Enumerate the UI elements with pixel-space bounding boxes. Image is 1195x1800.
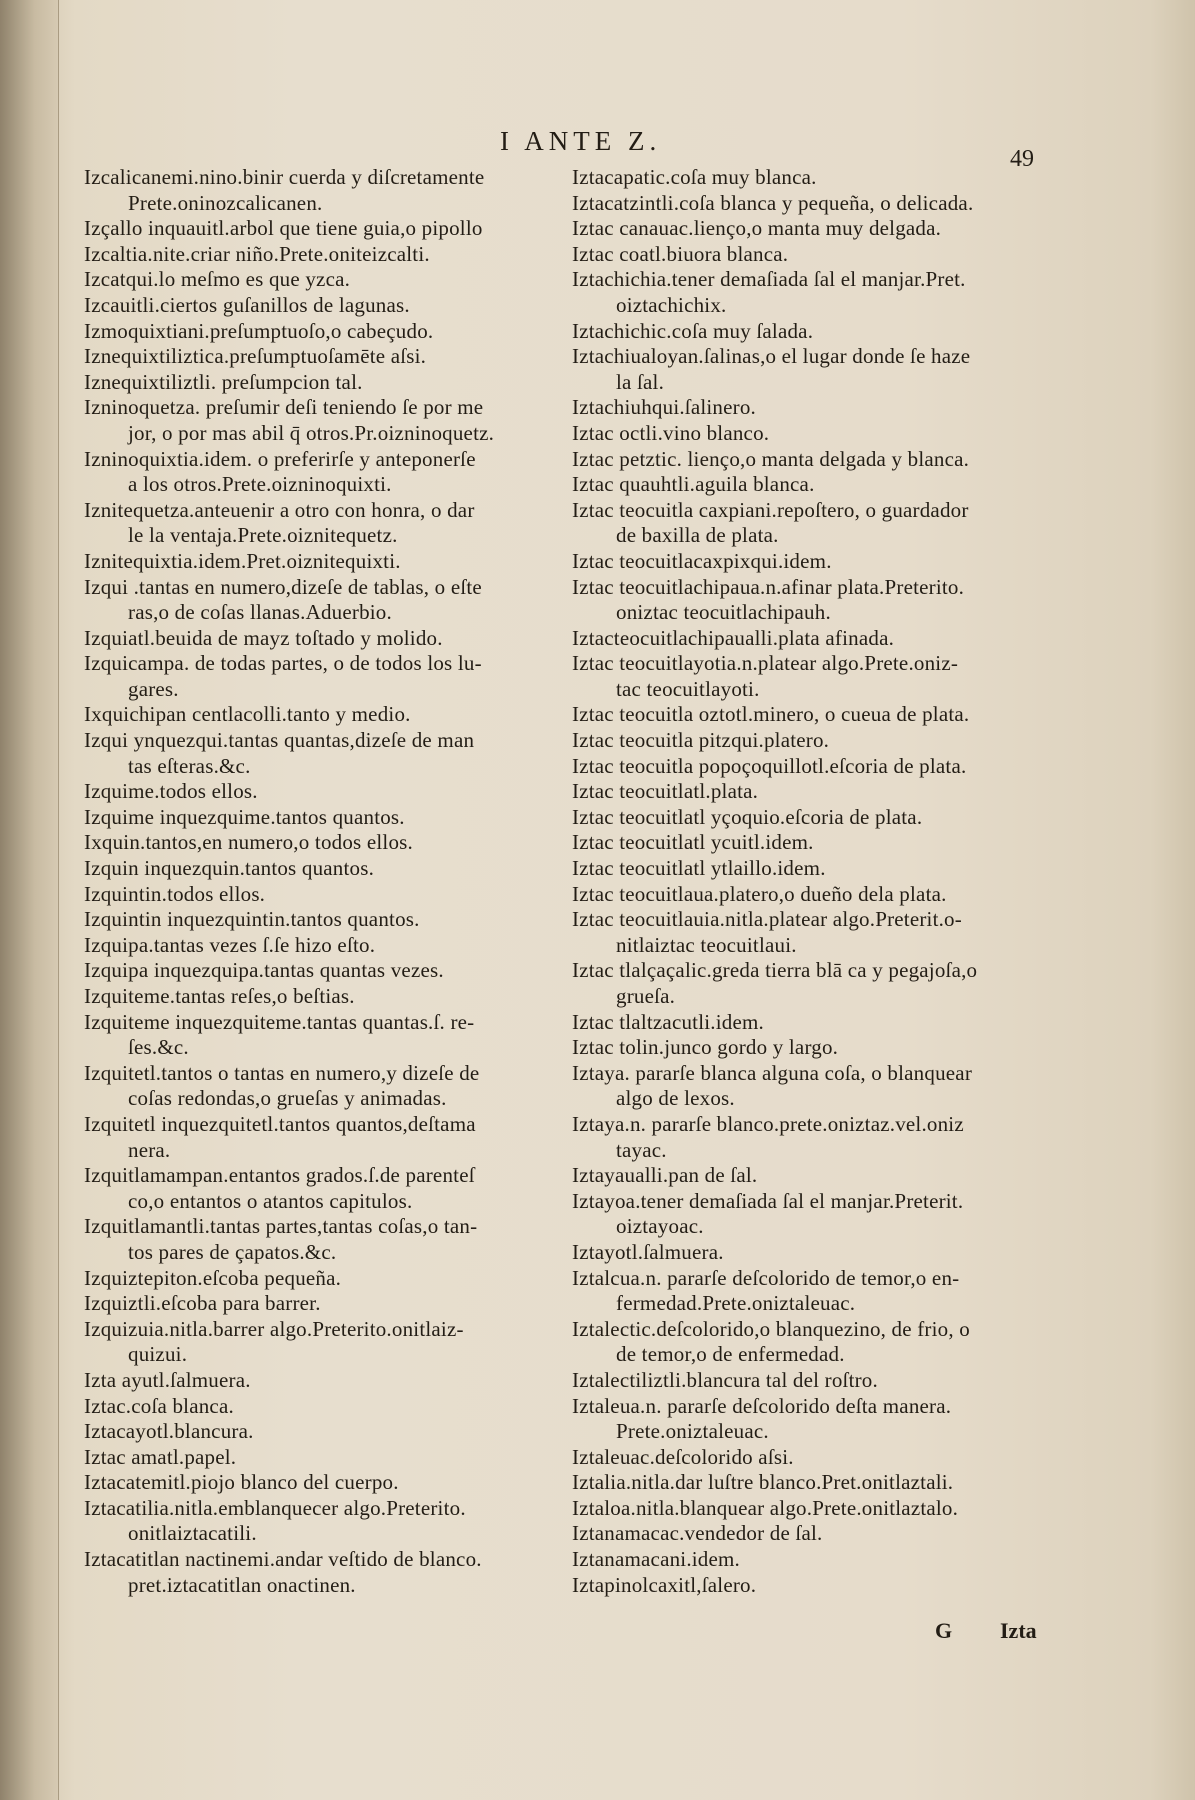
dictionary-entry — [572, 216, 1040, 242]
dictionary-entry — [572, 1470, 1040, 1496]
adjacent-page-edge — [0, 0, 59, 1800]
dictionary-entry — [572, 651, 1040, 702]
dictionary-entry — [84, 933, 562, 959]
dictionary-entry — [84, 242, 562, 268]
entry-headline: Iztaya.n. pararſe blanco.prete.oniztaz.vel.oniz — [572, 1111, 964, 1136]
entry-headline: Iztac teocuitlaua.platero,o dueño dela plata. — [572, 881, 947, 906]
entry-continuation: Prete.oninozcalicanen. — [128, 190, 323, 215]
entry-headline: Iztac canauac.lienço,o manta muy delgada. — [572, 216, 942, 241]
entry-headline: Iztayaualli.pan de ſal. — [572, 1163, 758, 1188]
dictionary-entry — [572, 447, 1040, 473]
entry-headline: Iztac tlaltzacutli.idem. — [572, 1009, 764, 1034]
entry-headline: Iztac tlalçaçalic.greda tierra blā ca y pegajoſa,o — [572, 958, 978, 983]
entry-headline: Izcatqui.lo meſmo es que yzca. — [84, 267, 351, 292]
dictionary-entry — [84, 1419, 562, 1445]
entry-continuation: quizui. — [128, 1342, 188, 1367]
dictionary-entry — [84, 779, 562, 805]
entry-headline: Izquicampa. de todas partes, o de todos los lu- — [84, 651, 482, 676]
dictionary-entry — [84, 651, 562, 702]
entry-headline: Iztacapatic.coſa muy blanca. — [572, 165, 817, 189]
entry-continuation: oiztachichix. — [616, 292, 727, 317]
dictionary-entry — [572, 1368, 1040, 1394]
dictionary-entry — [572, 395, 1040, 421]
entry-continuation: de baxilla de plata. — [616, 523, 779, 548]
dictionary-entry — [84, 1368, 562, 1394]
entry-continuation: gares. — [128, 676, 179, 701]
dictionary-entry — [84, 856, 562, 882]
dictionary-entry — [84, 1061, 562, 1112]
dictionary-entry — [572, 1573, 1040, 1599]
entry-headline: Iztacatitlan nactinemi.andar veſtido de blanco. — [84, 1547, 482, 1572]
entry-continuation: grueſa. — [616, 984, 676, 1008]
entry-headline: Izninoquetza. preſumir deſi teniendo ſe por me — [84, 395, 484, 420]
entry-continuation: co,o entantos o atantos capitulos. — [128, 1188, 413, 1213]
entry-headline: Iztac coatl.biuora blanca. — [572, 241, 789, 266]
dictionary-entry — [572, 1266, 1040, 1317]
dictionary-entry — [572, 191, 1040, 217]
entry-headline: Izquitetl.tantos o tantas en numero,y dizeſe de — [84, 1060, 480, 1085]
entry-headline: Iztac tolin.junco gordo y largo. — [572, 1035, 839, 1060]
entry-headline: Izquiztli.eſcoba para barrer. — [84, 1291, 321, 1316]
dictionary-entry — [572, 754, 1040, 780]
dictionary-entry — [572, 421, 1040, 447]
dictionary-entry — [572, 242, 1040, 268]
entry-headline: Iztacayotl.blancura. — [84, 1419, 254, 1444]
dictionary-entry — [84, 1266, 562, 1292]
entry-continuation: nitlaiztac teocuitlaui. — [616, 932, 797, 957]
entry-headline: Iztac teocuitla caxpiani.repoſtero, o guardador — [572, 497, 969, 522]
dictionary-entry — [572, 1496, 1040, 1522]
dictionary-entry — [84, 1496, 562, 1547]
entry-headline: Izquime inquezquime.tantos quantos. — [84, 804, 405, 829]
entry-headline: Izquipa inquezquipa.tantas quantas vezes. — [84, 958, 444, 983]
dictionary-entry — [572, 779, 1040, 805]
dictionary-entry — [572, 319, 1040, 345]
dictionary-entry — [572, 728, 1040, 754]
dictionary-entry — [84, 805, 562, 831]
dictionary-entry — [572, 472, 1040, 498]
dictionary-entry — [572, 1521, 1040, 1547]
entry-headline: Iztac teocuitlauia.nitla.platear algo.Preterit.o- — [572, 907, 962, 932]
entry-headline: Iztac octli.vino blanco. — [572, 420, 770, 445]
entry-headline: Izmoquixtiani.preſumptuoſo,o cabeçudo. — [84, 318, 434, 343]
entry-headline: Iztac quauhtli.aguila blanca. — [572, 472, 815, 497]
dictionary-entry — [84, 447, 562, 498]
entry-headline: Iztachichia.tener demaſiada ſal el manjar.Pret. — [572, 267, 966, 292]
dictionary-entry — [572, 907, 1040, 958]
dictionary-entry — [572, 1445, 1040, 1471]
entry-continuation: a los otros.Prete.oizninoquixti. — [128, 472, 392, 497]
entry-headline: Iztaleuac.deſcolorido aſsi. — [572, 1444, 794, 1469]
dictionary-entry — [84, 165, 562, 216]
entry-headline: Iztac amatl.papel. — [84, 1444, 237, 1469]
entry-headline: Iztachichic.coſa muy ſalada. — [572, 318, 814, 343]
dictionary-entry — [572, 1010, 1040, 1036]
entry-headline: Iznitequixtia.idem.Pret.oiznitequixti. — [84, 548, 401, 573]
dictionary-entry — [84, 1394, 562, 1420]
entry-headline: Iztachiualoyan.ſalinas,o el lugar donde ſe haze — [572, 344, 971, 369]
entry-headline: Iztacteocuitlachipaualli.plata afinada. — [572, 625, 895, 650]
entry-continuation: fermedad.Prete.oniztaleuac. — [616, 1291, 856, 1316]
entry-headline: Iztanamacac.vendedor de ſal. — [572, 1521, 823, 1546]
right-column — [572, 165, 1040, 1598]
entry-headline: Izcauitli.ciertos guſanillos de lagunas. — [84, 292, 410, 317]
entry-headline: Izquintin inquezquintin.tantos quantos. — [84, 907, 420, 932]
dictionary-entry — [572, 805, 1040, 831]
entry-headline: Iztaya. pararſe blanca alguna coſa, o blanquear — [572, 1060, 973, 1085]
entry-continuation: le la ventaja.Prete.oiznitequetz. — [128, 523, 398, 548]
dictionary-entry — [84, 498, 562, 549]
dictionary-entry — [84, 1010, 562, 1061]
entry-continuation: algo de lexos. — [616, 1086, 735, 1111]
dictionary-entry — [572, 1547, 1040, 1573]
entry-continuation: ſes.&c. — [128, 1035, 189, 1060]
entry-headline: Izquiatl.beuida de mayz toſtado y molido. — [84, 625, 443, 650]
dictionary-entry — [84, 1214, 562, 1265]
dictionary-entry — [572, 626, 1040, 652]
dictionary-entry — [572, 1112, 1040, 1163]
dictionary-entry — [572, 1035, 1040, 1061]
dictionary-entry — [572, 830, 1040, 856]
running-head: I ANTE Z. — [500, 126, 662, 156]
entry-continuation: de temor,o de enfermedad. — [616, 1342, 845, 1367]
entry-headline: Iztanamacani.idem. — [572, 1547, 741, 1572]
dictionary-entry — [84, 1163, 562, 1214]
entry-continuation: tayac. — [616, 1137, 667, 1162]
entry-headline: Izquime.todos ellos. — [84, 779, 258, 804]
dictionary-entry — [84, 907, 562, 933]
dictionary-entry — [572, 882, 1040, 908]
entry-headline: Izquintin.todos ellos. — [84, 881, 266, 906]
entry-headline: Izta ayutl.ſalmuera. — [84, 1367, 251, 1392]
entry-headline: Iztac teocuitlatl ytlaillo.idem. — [572, 856, 826, 881]
entry-headline: Izquitetl inquezquitetl.tantos quantos,deſtama — [84, 1111, 476, 1136]
entry-headline: Iztacatzintli.coſa blanca y pequeña, o delicada. — [572, 190, 974, 215]
entry-headline: Iztac teocuitlacaxpixqui.idem. — [572, 548, 832, 573]
entry-headline: Iznequixtiliztli. preſumpcion tal. — [84, 369, 363, 394]
entry-continuation: tac teocuitlayoti. — [616, 676, 760, 701]
dictionary-entry — [84, 1470, 562, 1496]
dictionary-entry — [572, 267, 1040, 318]
dictionary-entry — [84, 344, 562, 370]
entry-headline: Izçallo inquauitl.arbol que tiene guia,o pipollo — [84, 216, 483, 241]
dictionary-entry — [84, 319, 562, 345]
dictionary-entry — [84, 702, 562, 728]
entry-headline: Iztaloa.nitla.blanquear algo.Prete.onitlaztalo. — [572, 1495, 959, 1520]
entry-continuation: tas eſteras.&c. — [128, 753, 251, 778]
entry-continuation: oiztayoac. — [616, 1214, 704, 1239]
entry-headline: Ixquin.tantos,en numero,o todos ellos. — [84, 830, 413, 855]
entry-continuation: tos pares de çapatos.&c. — [128, 1239, 337, 1264]
entry-headline: Iztacatilia.nitla.emblanquecer algo.Preterito. — [84, 1495, 466, 1520]
page-number: 49 — [1010, 146, 1034, 172]
entry-continuation: nera. — [128, 1137, 171, 1162]
left-column — [84, 165, 562, 1598]
dictionary-entry — [84, 549, 562, 575]
dictionary-entry — [572, 575, 1040, 626]
entry-continuation: Prete.oniztaleuac. — [616, 1419, 769, 1444]
dictionary-entry — [572, 1061, 1040, 1112]
catchword: Izta — [1000, 1618, 1037, 1643]
entry-headline: Izquitlamampan.entantos grados.ſ.de parenteſ — [84, 1163, 475, 1188]
dictionary-entry — [572, 702, 1040, 728]
dictionary-entry — [572, 856, 1040, 882]
entry-headline: Iztayotl.ſalmuera. — [572, 1239, 724, 1264]
entry-headline: Iztalcua.n. pararſe deſcolorido de temor,o en- — [572, 1265, 960, 1290]
entry-headline: Iznitequetza.anteuenir a otro con honra, o dar — [84, 497, 475, 522]
entry-continuation: ras,o de coſas llanas.Aduerbio. — [128, 600, 392, 625]
entry-continuation: jor, o por mas abil q̄ otros.Pr.oizninoquetz. — [128, 420, 495, 445]
entry-headline: Iznequixtiliztica.preſumptuoſamēte aſsi. — [84, 344, 427, 369]
dictionary-entry — [84, 882, 562, 908]
entry-headline: Iztac teocuitla oztotl.minero, o cueua de plata. — [572, 702, 970, 727]
dictionary-entry — [84, 370, 562, 396]
entry-headline: Izquizuia.nitla.barrer algo.Preterito.onitlaiz- — [84, 1316, 464, 1341]
dictionary-entry — [572, 165, 1040, 191]
entry-headline: Ixquichipan centlacolli.tanto y medio. — [84, 702, 411, 727]
dictionary-entry — [572, 344, 1040, 395]
entry-headline: Iztac teocuitlayotia.n.platear algo.Prete.oniz- — [572, 651, 959, 676]
entry-continuation: oniztac teocuitlachipauh. — [616, 600, 831, 625]
dictionary-entry — [572, 498, 1040, 549]
dictionary-entry — [84, 216, 562, 242]
entry-headline: Iztac teocuitla popoçoquillotl.eſcoria de plata. — [572, 753, 967, 778]
dictionary-entry — [84, 1317, 562, 1368]
dictionary-entry — [84, 395, 562, 446]
dictionary-entry — [572, 1189, 1040, 1240]
dictionary-entry — [84, 575, 562, 626]
dictionary-entry — [572, 1317, 1040, 1368]
entry-headline: Izqui ynquezqui.tantas quantas,dizeſe de man — [84, 728, 475, 753]
entry-continuation: onitlaiztacatili. — [128, 1521, 257, 1546]
dictionary-entry — [84, 626, 562, 652]
signature-mark: G — [935, 1618, 953, 1643]
dictionary-entry — [84, 1112, 562, 1163]
entry-headline: Iztalia.nitla.dar luſtre blanco.Pret.onitlaztali. — [572, 1470, 954, 1495]
entry-headline: Izcaltia.nite.criar niño.Prete.oniteizcalti. — [84, 241, 430, 266]
entry-headline: Iztapinolcaxitl,ſalero. — [572, 1572, 757, 1597]
dictionary-entry — [84, 728, 562, 779]
entry-headline: Iztaleua.n. pararſe deſcolorido deſta manera. — [572, 1393, 952, 1418]
entry-headline: Izquin inquezquin.tantos quantos. — [84, 856, 375, 881]
entry-headline: Iztac petztic. lienço,o manta delgada y blanca. — [572, 446, 970, 471]
entry-headline: Iztac teocuitlatl yçoquio.eſcoria de plata. — [572, 804, 923, 829]
entry-headline: Iztayoa.tener demaſiada ſal el manjar.Preterit. — [572, 1188, 964, 1213]
entry-headline: Iztachiuhqui.ſalinero. — [572, 395, 756, 420]
entry-headline: Iztac.coſa blanca. — [84, 1393, 234, 1418]
entry-headline: Iztalectic.deſcolorido,o blanquezino, de frio, o — [572, 1316, 970, 1341]
entry-headline: Izqui .tantas en numero,dizeſe de tablas, o eſte — [84, 574, 482, 599]
dictionary-entry — [84, 1445, 562, 1471]
entry-headline: Izquiteme.tantas reſes,o beſtias. — [84, 984, 355, 1008]
dictionary-entry — [572, 1394, 1040, 1445]
dictionary-entry — [572, 549, 1040, 575]
entry-headline: Izcalicanemi.nino.binir cuerda y diſcretamente — [84, 165, 485, 189]
dictionary-entry — [84, 293, 562, 319]
entry-headline: Izquiteme inquezquiteme.tantas quantas.ſ. re- — [84, 1009, 475, 1034]
dictionary-entry — [84, 1291, 562, 1317]
entry-headline: Iztac teocuitlatl ycuitl.idem. — [572, 830, 814, 855]
dictionary-entry — [84, 1547, 562, 1598]
entry-headline: Izquitlamantli.tantas partes,tantas coſas,o tan- — [84, 1214, 478, 1239]
entry-headline: Iztac teocuitlatl.plata. — [572, 779, 759, 804]
entry-headline: Izquipa.tantas vezes ſ.ſe hizo eſto. — [84, 932, 376, 957]
entry-headline: Izquiztepiton.eſcoba pequeña. — [84, 1265, 342, 1290]
dictionary-entry — [572, 1163, 1040, 1189]
dictionary-entry — [572, 1240, 1040, 1266]
dictionary-entry — [84, 830, 562, 856]
dictionary-entry — [84, 984, 562, 1010]
entry-headline: Izninoquixtia.idem. o preferirſe y anteponerſe — [84, 446, 476, 471]
dictionary-entry — [84, 958, 562, 984]
entry-headline: Iztalectiliztli.blancura tal del roſtro. — [572, 1367, 878, 1392]
entry-headline: Iztac teocuitla pitzqui.platero. — [572, 728, 830, 753]
entry-continuation: la ſal. — [616, 369, 665, 394]
dictionary-entry — [84, 267, 562, 293]
entry-headline: Iztac teocuitlachipaua.n.afinar plata.Preterito. — [572, 574, 965, 599]
entry-headline: Iztacatemitl.piojo blanco del cuerpo. — [84, 1470, 399, 1495]
entry-continuation: coſas redondas,o grueſas y animadas. — [128, 1086, 447, 1111]
entry-continuation: pret.iztacatitlan onactinen. — [128, 1572, 356, 1597]
dictionary-entry — [572, 958, 1040, 1009]
